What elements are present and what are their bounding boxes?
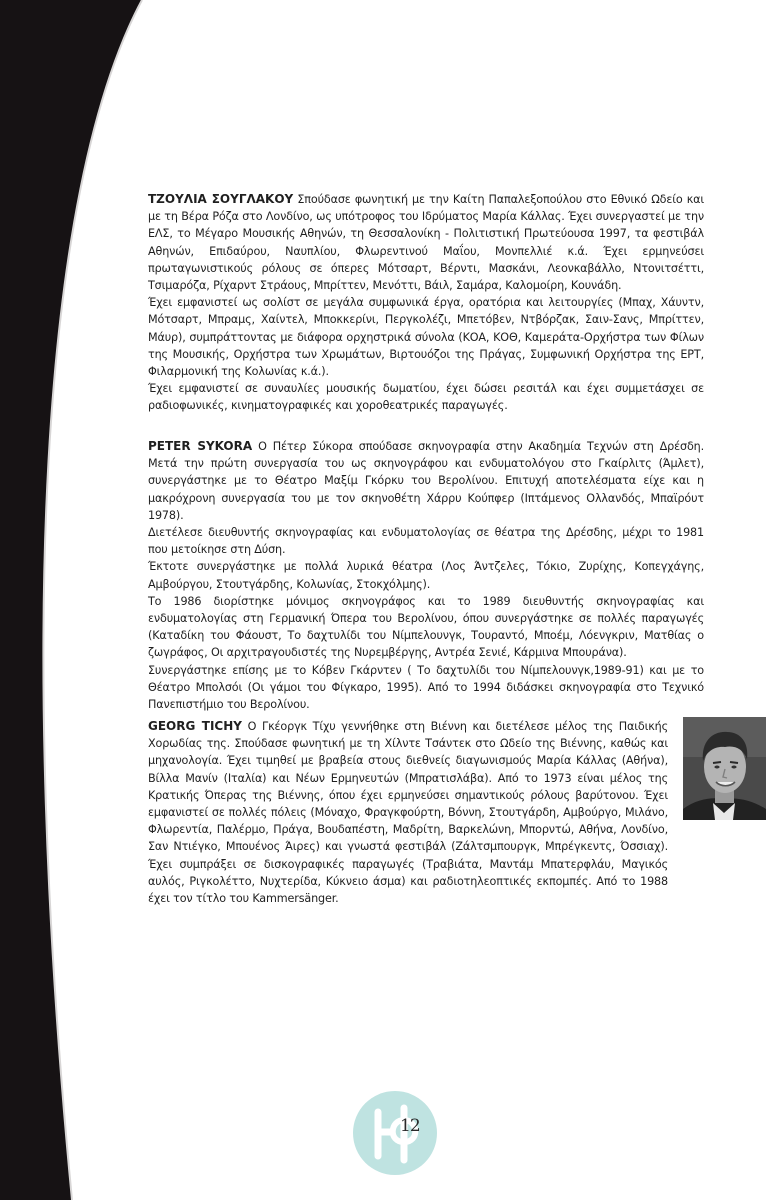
biography-sykora bbox=[148, 438, 704, 713]
portrait-photo bbox=[683, 717, 766, 820]
bio-paragraph: Διετέλεσε διευθυντής σκηνογραφίας και ενδυματολογίας σε θέατρα της Δρέσδης, μέχρι το 1981 που μετοίκησε στη Δύση. bbox=[148, 526, 704, 557]
bio-text: Σπούδασε φωνητική με την Καίτη Παπαλεξοπούλου στο Εθνικό Ωδείο και με τη Βέρα Ρόζα στο Λονδίνο, ως υπότροφος του Ιδρύματος Μαρία Κάλλας. Έχει συνεργαστεί με την ΕΛΣ, το Μέγαρο Μουσικής Αθηνών, τη Θεσσαλονίκη - Πολιτιστική Πρωτεύουσα 1997, τα φεστιβάλ Αθηνών, Επιδαύρου, Ναυπλίου, Φλωρεντινού Μαΐου, Μονπελλιέ κ.ά. Έχει ερμηνεύσει πρωταγωνιστικούς ρόλους σε όπερες Μότσαρτ, Βέρντι, Μασκάνι, Λεονκαβάλλο, Ντονιτσέττι, Τσιμαρόζα, Ρίχαρντ Στράους, Μπρίττεν, Μενόττι, Βάιλ, Σαμάρα, Καλομοίρη, Κουνάδη. bbox=[148, 193, 705, 293]
bio-text: Ο Γκέοργκ Τίχυ γεννήθηκε στη Βιέννη και διετέλεσε μέλος της Παιδικής Χορωδίας της. Σπούδασε φωνητική με τη Χίλντε Τσάντεκ στο Ωδείο της Βιέννης, καθώς και μηχανολογία. Έχει τιμηθεί με βραβεία στους διεθνείς διαγωνισμούς Μαρία Κάλλας (Αθήνα), Βίλλα Μανίν (Ιταλία) και Νέων Ερμηνευτών (Μπρατισλάβα). Από το 1973 είναι μέλος της Κρατικής Όπερας της Βιέννης, όπου έχει ερμηνεύσει σημαντικούς ρόλους βαρύτονου. Έχει εμφανιστεί σε πολλές πόλεις (Μόναχο, Φραγκφούρτη, Βόννη, Στουτγάρδη, Αμβούργο, Μιλάνο, Φλωρεντία, Παλέρμο, Πράγα, Βουδαπέστη, Μαδρίτη, Βαρκελώνη, Μπορντώ, Αθήνα, Λονδίνο, Σαν Ντιέγκο, Μπουένος Άιρες) και γνωστά φεστιβάλ (Ζάλτσμπουργκ, Μπρέγκεντς, Όσσιαχ). Έχει συμπράξει σε δισκογραφικές παραγωγές (Τραβιάτα, Μαντάμ Μπατερφλάυ, Μαγικός αυλός, Ριγκολέττο, Νυχτερίδα, Κύκνειο άσμα) και ραδιοτηλεοπτικές εκπομπές. Από το 1988 έχει τον τίτλο του Kammersänger. bbox=[148, 720, 669, 906]
bio-paragraph: Έχει εμφανιστεί ως σολίστ σε μεγάλα συμφωνικά έργα, ορατόρια και λειτουργίες (Μπαχ, Χάυντν, Μότσαρτ, Μπραμς, Χαίντελ, Μποκκερίνι, Περγκολέζι, Μπετόβεν, Ντβόρζακ, Σαιν-Σανς, Μπρίττεν, Μάυρ), συμπράττοντας με διάφορα ορχηστρικά σύνολα (ΚΟΑ, ΚΟΘ, Καμεράτα-Ορχήστρα των Φίλων της Μουσικής, Ορχήστρα των Χρωμάτων, Βιρτουόζοι της Πράγας, Συμφωνική Ορχήστρα της ΕΡΤ, Φιλαρμονική της Κολωνίας κ.ά.). bbox=[148, 296, 704, 379]
performer-name: PETER SYKORA bbox=[148, 439, 253, 453]
bio-paragraph: Το 1986 διορίστηκε μόνιμος σκηνογράφος και το 1989 διευθυντής σκηνογραφίας και ενδυματολογίας στη Γερμανική Όπερα του Βερολίνου, όπου συνεργάστηκε σε πολλές παραγωγές (Καταδίκη του Φάουστ, Το δαχτυλίδι του Νίμπελουνγκ, Τουραντό, Μποέμ, Λόενγκριν, Ματθίας ο ζωγράφος, Οι αρχιτραγουδιστές της Νυρεμβέργης, Αντρέα Σενιέ, Κάρμινα Μπουράνα). bbox=[148, 594, 704, 660]
man-portrait-photo-icon bbox=[683, 717, 766, 820]
performer-name: GEORG TICHY bbox=[148, 719, 242, 733]
page-number: 12 bbox=[400, 1116, 420, 1136]
bio-paragraph: Έχει εμφανιστεί σε συναυλίες μουσικής δωματίου, έχει δώσει ρεσιτάλ και έχει συμμετάσχει σε ραδιοφωνικές, κινηματογραφικές και χοροθεατρικές παραγωγές. bbox=[148, 382, 704, 413]
bio-paragraph: Συνεργάστηκε επίσης με το Κόβεν Γκάρντεν ( Το δαχτυλίδι του Νίμπελουνγκ,1989-91) και με το Θέατρο Μπολσόι (Οι γάμοι του Φίγκαρο, 1995). Από το 1994 διδάσκει σκηνογραφία στο Τεχνικό Πανεπιστήμιο του Βερολίνου. bbox=[148, 663, 704, 712]
biography-soyglakou bbox=[148, 191, 704, 415]
bio-text: Ο Πέτερ Σύκορα σπούδασε σκηνογραφία στην Ακαδημία Τεχνών στη Δρέσδη. Μετά την πρώτη συνεργασία του ως σκηνογράφου και ενδυματολόγου στο Γκαίρλιτς (Άμλετ), συνεργάστηκε με το Θέατρο Μαξίμ Γκόρκυ του Βερολίνου. Επιτυχή αποτελέσματα είχε και η μακρόχρονη συνεργασία του με τον σκηνοθέτη Χάρρυ Κούπφερ (Ιπτάμενος Ολλανδός, Μπαϊρόυτ 1978). bbox=[148, 440, 705, 522]
bio-paragraph bbox=[148, 438, 704, 524]
biography-tichy bbox=[148, 718, 668, 907]
bio-paragraph bbox=[148, 191, 704, 294]
bio-paragraph: Έκτοτε συνεργάστηκε με πολλά λυρικά θέατρα (Λος Άντζελες, Τόκιο, Ζυρίχης, Κοπεγχάγης, Αμβούργου, Στουτγάρδης, Κολωνίας, Στοκχόλμης). bbox=[148, 560, 704, 591]
bio-paragraph bbox=[148, 718, 668, 907]
performer-name: ΤΖΟΥΛΙΑ ΣΟΥΓΛΑΚΟΥ bbox=[148, 192, 294, 206]
festival-monogram-logo-icon bbox=[352, 1090, 438, 1176]
